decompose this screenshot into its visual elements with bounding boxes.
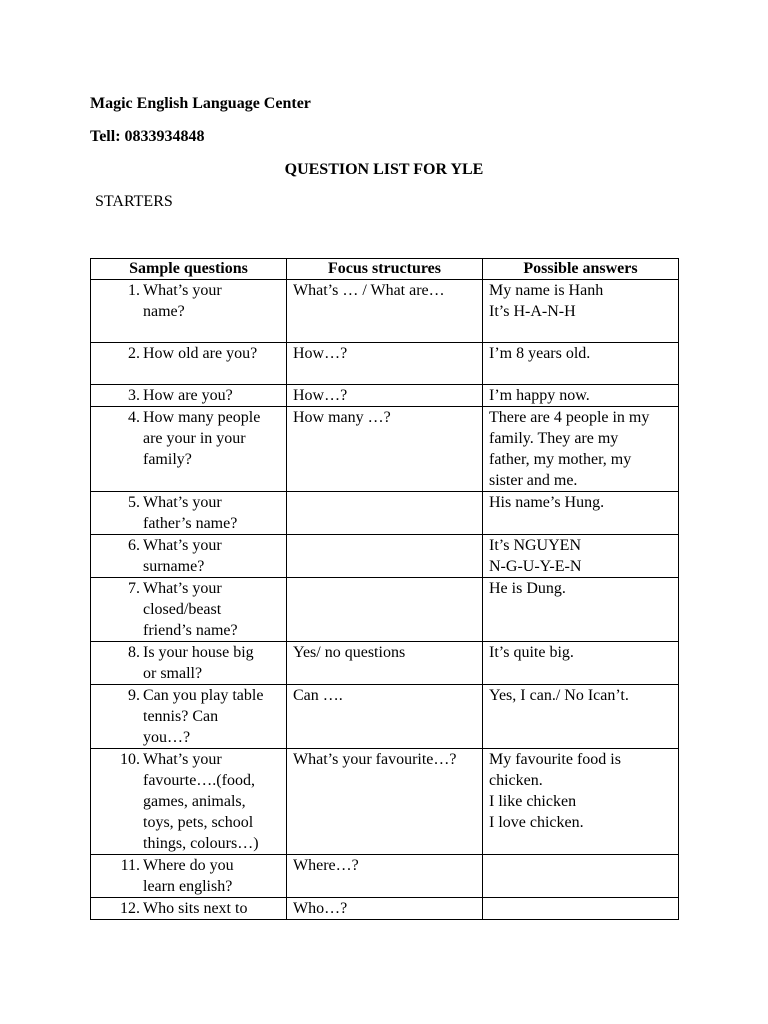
question-number: 10. — [120, 751, 140, 768]
focus-structure-cell: Who…? — [287, 898, 483, 920]
question-cell — [91, 578, 287, 642]
table-row — [91, 343, 679, 385]
focus-structure-cell — [287, 578, 483, 642]
question-text: What’s your father’s name? — [143, 494, 238, 532]
focus-structure-cell: What’s your favourite…? — [287, 749, 483, 855]
table-row — [91, 385, 679, 407]
question-text: Who sits next to — [143, 900, 248, 917]
question-text: What’s your surname? — [143, 537, 222, 575]
question-cell — [91, 749, 287, 855]
possible-answer-cell: Yes, I can./ No Ican’t. — [483, 685, 679, 749]
organization-name: Magic English Language Center — [90, 95, 311, 112]
table-row — [91, 578, 679, 642]
question-cell — [91, 642, 287, 685]
question-number: 9. — [128, 687, 140, 704]
table-row — [91, 492, 679, 535]
possible-answer-cell: He is Dung. — [483, 578, 679, 642]
possible-answer-cell: I’m 8 years old. — [483, 343, 679, 385]
table-header-row — [91, 259, 679, 280]
column-header-questions: Sample questions — [91, 259, 287, 280]
question-number: 3. — [128, 387, 140, 404]
focus-structure-cell: How…? — [287, 343, 483, 385]
table-row — [91, 535, 679, 578]
possible-answer-cell: His name’s Hung. — [483, 492, 679, 535]
possible-answer-cell: My name is Hanh It’s H-A-N-H — [483, 280, 679, 343]
table-row — [91, 749, 679, 855]
question-text: Can you play table tennis? Can you…? — [143, 687, 264, 746]
question-text: What’s your favourte….(food, games, animals, toys, pets, school things, colours…) — [143, 751, 259, 852]
table-body — [91, 280, 679, 920]
possible-answer-cell: There are 4 people in my family. They are my father, my mother, my sister and me. — [483, 407, 679, 492]
table-row — [91, 685, 679, 749]
question-text: Is your house big or small? — [143, 644, 254, 682]
question-table — [90, 258, 679, 920]
table-row — [91, 642, 679, 685]
focus-structure-cell: Can …. — [287, 685, 483, 749]
table-row — [91, 407, 679, 492]
question-number: 2. — [128, 345, 140, 362]
question-text: How are you? — [143, 387, 233, 404]
question-text: What’s your name? — [143, 282, 222, 320]
focus-structure-cell: Yes/ no questions — [287, 642, 483, 685]
possible-answer-cell — [483, 855, 679, 898]
table-row — [91, 898, 679, 920]
document-title: QUESTION LIST FOR YLE — [284, 161, 484, 178]
table-row — [91, 280, 679, 343]
possible-answer-cell — [483, 898, 679, 920]
question-text: Where do you learn english? — [143, 857, 234, 895]
question-cell — [91, 855, 287, 898]
question-text: How many people are your in your family? — [143, 409, 261, 468]
telephone-line: Tell: 0833934848 — [90, 128, 205, 145]
question-cell — [91, 492, 287, 535]
question-cell — [91, 407, 287, 492]
question-number: 6. — [128, 537, 140, 554]
focus-structure-cell: Where…? — [287, 855, 483, 898]
table-row — [91, 855, 679, 898]
focus-structure-cell — [287, 535, 483, 578]
focus-structure-cell: How…? — [287, 385, 483, 407]
column-header-answers: Possible answers — [483, 259, 679, 280]
focus-structure-cell: What’s … / What are… — [287, 280, 483, 343]
focus-structure-cell — [287, 492, 483, 535]
question-cell — [91, 343, 287, 385]
question-text: What’s your closed/beast friend’s name? — [143, 580, 238, 639]
question-number: 11. — [120, 857, 140, 874]
question-cell — [91, 685, 287, 749]
column-header-focus: Focus structures — [287, 259, 483, 280]
possible-answer-cell: It’s NGUYEN N-G-U-Y-E-N — [483, 535, 679, 578]
question-cell — [91, 280, 287, 343]
possible-answer-cell: I’m happy now. — [483, 385, 679, 407]
possible-answer-cell: It’s quite big. — [483, 642, 679, 685]
question-cell — [91, 898, 287, 920]
focus-structure-cell: How many …? — [287, 407, 483, 492]
question-cell — [91, 535, 287, 578]
question-number: 7. — [128, 580, 140, 597]
possible-answer-cell: My favourite food is chicken. I like chicken I love chicken. — [483, 749, 679, 855]
question-cell — [91, 385, 287, 407]
question-number: 4. — [128, 409, 140, 426]
section-heading: STARTERS — [95, 193, 173, 210]
question-text: How old are you? — [143, 345, 258, 362]
question-number: 5. — [128, 494, 140, 511]
question-number: 1. — [128, 282, 140, 299]
question-number: 8. — [128, 644, 140, 661]
question-number: 12. — [120, 900, 140, 917]
